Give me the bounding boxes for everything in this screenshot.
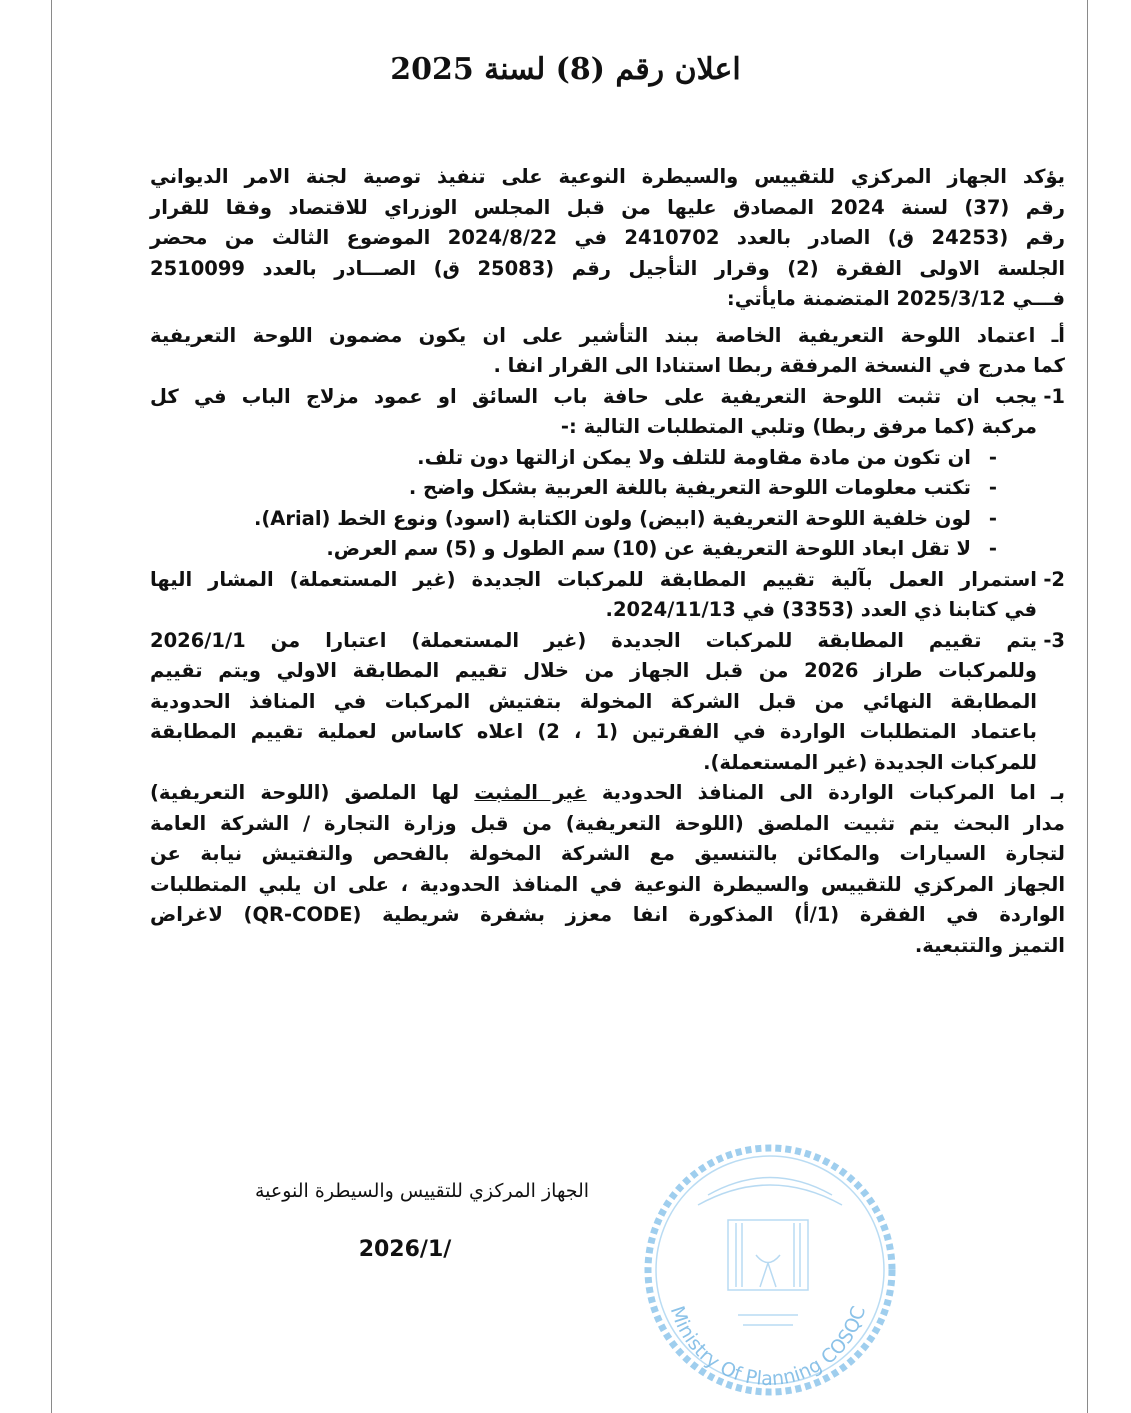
requirement-item: - ان تكون من مادة مقاومة للتلف ولا يمكن ازالتها دون تلف. — [150, 443, 997, 474]
signature-organization: الجهاز المركزي للتقييس والسيطرة النوعية — [254, 1180, 590, 1202]
official-stamp-icon — [628, 1135, 913, 1405]
document-title: اعلان رقم (8) لسنة 2025 — [390, 52, 741, 87]
dash-bullet-icon: - — [988, 476, 997, 499]
requirement-item: - لا تقل ابعاد اللوحة التعريفية عن (10) سم الطول و (5) سم العرض. — [150, 534, 997, 565]
intro-line: فـــي 2025/3/12 المتضمنة مايأتي: — [726, 287, 1065, 310]
item-line: يتم تقييم المطابقة للمركبات الجديدة (غير المستعملة) اعتبارا من 2026/1/1 — [150, 628, 1037, 652]
document-body — [150, 162, 1065, 961]
section-b — [150, 778, 1065, 961]
intro-line: رقم (37) لسنة 2024 المصادق عليها من قبل المجلس الوزراي للاقتصاد وفقا للقرار — [150, 195, 1065, 219]
section-b-line: التميز والتتبعية. — [914, 933, 1065, 957]
item-number: 2- — [1043, 567, 1065, 591]
section-b-line: مدار البحث يتم تثبيت الملصق (اللوحة التعريفية) من قبل وزارة التجارة / الشركة العامة — [150, 811, 1065, 835]
section-a-line: أـ اعتماد اللوحة التعريفية الخاصة ببند التأشير على ان يكون مضمون اللوحة التعريفية — [150, 323, 1065, 347]
item-line: باعتماد المتطلبات الواردة في الفقرتين (1 ، 2) اعلاه كاساس لعملية تقييم المطابقة — [150, 720, 1037, 743]
section-a-item-2 — [150, 565, 1065, 626]
requirement-item: - تكتب معلومات اللوحة التعريفية باللغة العربية بشكل واضح . — [150, 473, 997, 504]
requirements-list — [150, 443, 1037, 565]
section-b-line: الواردة في الفقرة (1/أ) المذكورة انفا معزز بشفرة شريطية (QR-CODE) لاغراض — [150, 903, 1066, 926]
item-line: يجب ان تثبت اللوحة التعريفية على حافة باب السائق او عمود مزلاج الباب في كل — [150, 384, 1037, 408]
section-a — [150, 321, 1065, 779]
item-line: للمركبات الجديدة (غير المستعملة). — [703, 750, 1037, 774]
document-date: 2026/1/ — [358, 1237, 452, 1262]
item-number: 3- — [1043, 628, 1065, 652]
scan-edge-line-left — [51, 0, 52, 1413]
item-line: في كتابنا ذي العدد (3353) في 2024/11/13. — [605, 598, 1037, 621]
item-line: استمرار العمل بآلية تقييم المطابقة للمركبات الجديدة (غير المستعملة) المشار اليها — [150, 567, 1037, 591]
intro-line: يؤكد الجهاز المركزي للتقييس والسيطرة النوعية على تنفيذ توصية لجنة الامر الديواني — [150, 165, 1065, 188]
section-b-line: بـ اما المركبات الواردة الى المنافذ الحدودية غير المثبت لها الملصق (اللوحة التعريفية) — [150, 781, 1065, 804]
dash-bullet-icon: - — [988, 537, 997, 560]
section-a-item-1 — [150, 382, 1065, 565]
item-line: المطابقة النهائي من قبل الشركة المخولة بتفتيش المركبات في المنافذ الحدودية — [150, 689, 1037, 713]
intro-line: الجلسة الاولى الفقرة (2) وقرار التأجيل رقم (25083 ق) الصـــادر بالعدد 2510099 — [150, 256, 1066, 280]
requirement-item: - لون خلفية اللوحة التعريفية (ابيض) ولون الكتابة (اسود) ونوع الخط (Arial). — [150, 504, 997, 535]
section-b-line: الجهاز المركزي للتقييس والسيطرة النوعية في المنافذ الحدودية ، على ان يلبي المتطلبات — [150, 872, 1065, 896]
item-line: وللمركبات طراز 2026 من قبل الجهاز من خلال تقييم المطابقة الاولي ويتم تقييم — [150, 659, 1037, 682]
intro-line: رقم (24253 ق) الصادر بالعدد 2410702 في 2024/8/22 الموضوع الثالث من محضر — [150, 226, 1065, 249]
section-a-item-3 — [150, 626, 1065, 779]
scan-edge-line-right — [1087, 0, 1088, 1413]
dash-bullet-icon: - — [988, 506, 997, 530]
item-number: 1- — [1043, 384, 1065, 408]
item-line: مركبة (كما مرفق ربطا) وتلبي المتطلبات التالية :- — [560, 415, 1037, 438]
intro-paragraph — [150, 162, 1065, 315]
svg-text:Ministry Of Planning COSQC: Ministry Of Planning COSQC — [665, 1303, 871, 1391]
dash-bullet-icon: - — [988, 445, 997, 469]
underlined-phrase: غير المثبت — [474, 781, 587, 804]
section-a-line: كما مدرج في النسخة المرفقة ربطا استنادا الى القرار انفا . — [493, 354, 1065, 377]
section-b-line: لتجارة السيارات والمكائن بالتنسيق مع الشركة المخولة بالفحص والتفتيش نيابة عن — [150, 842, 1065, 865]
